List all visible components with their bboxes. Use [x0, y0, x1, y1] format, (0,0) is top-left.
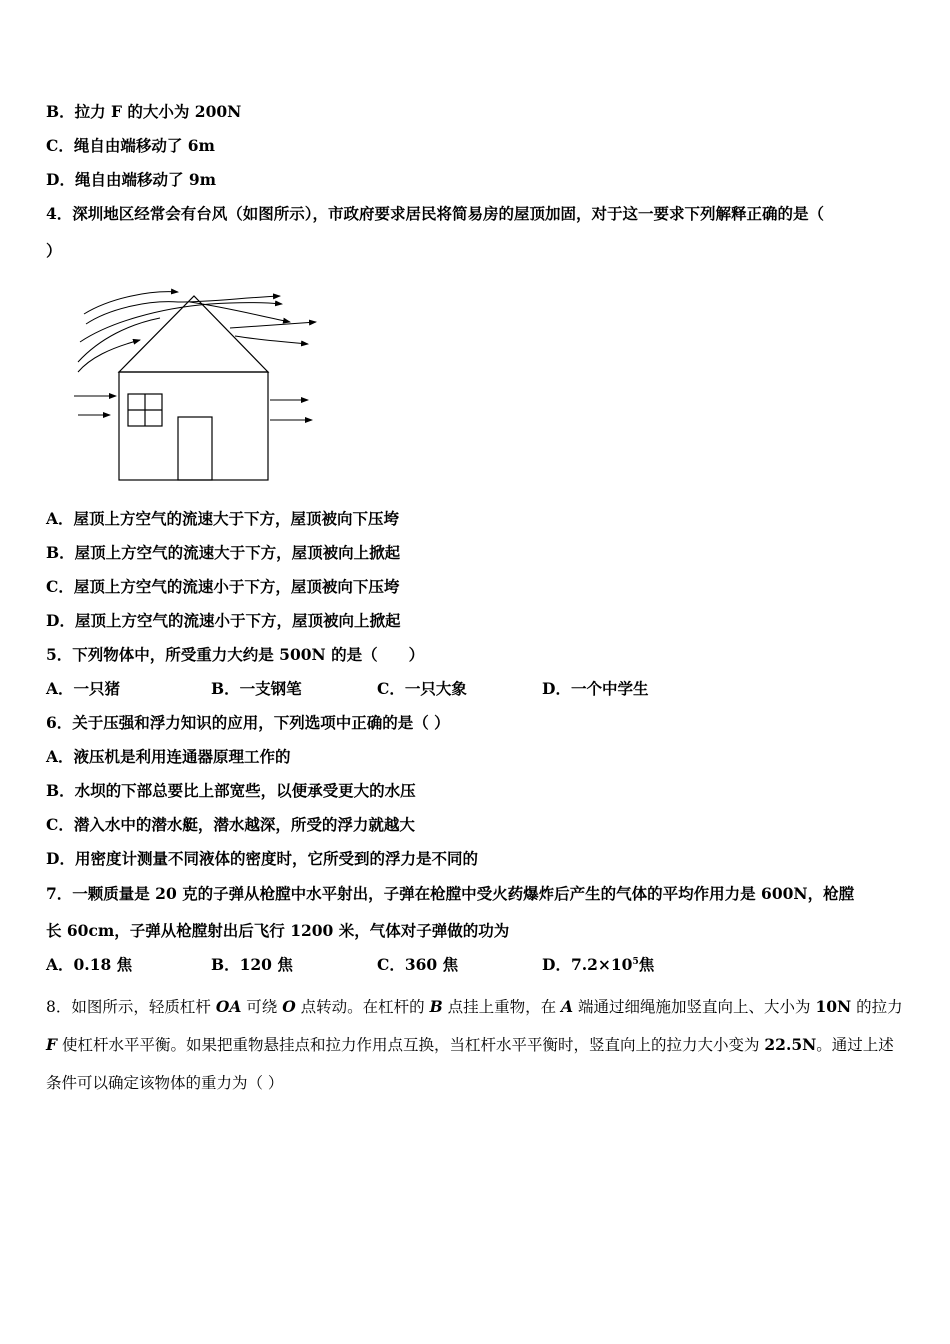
q5-stem: 5．下列物体中，所受重力大约是 500N 的是（ ）	[46, 645, 425, 664]
q7-stem: 7．一颗质量是 20 克的子弹从枪膛中水平射出，子弹在枪膛中受火药爆炸后产生的气体的平均作用力是 600N，枪膛	[46, 884, 855, 903]
q5-option-a: A．一只猪	[46, 679, 121, 698]
q4-option-d: D．屋顶上方空气的流速小于下方，屋顶被向上掀起	[46, 611, 401, 630]
q7-option-b: B．120 焦	[211, 955, 293, 974]
q3-option-c: C．绳自由端移动了 6m	[46, 136, 215, 155]
q7-option-a: A．0.18 焦	[46, 955, 133, 974]
q7-stem-cont: 长 60cm，子弹从枪膛射出后飞行 1200 米，气体对子弹做的功为	[46, 921, 510, 940]
q6-option-c: C．潜入水中的潜水艇，潜水越深，所受的浮力就越大	[46, 815, 415, 834]
q7-option-d: D．$7.2\times 10^5$焦	[542, 955, 655, 974]
q4-option-a: A．屋顶上方空气的流速大于下方，屋顶被向下压垮	[46, 509, 400, 528]
q4-stem: 4．深圳地区经常会有台风（如图所示），市政府要求居民将简易房的屋顶加固，对于这一要求下列解释正确的是（	[46, 204, 825, 223]
q5-option-b: B．一支钢笔	[211, 679, 302, 698]
q4-option-b: B．屋顶上方空气的流速大于下方，屋顶被向上掀起	[46, 543, 401, 562]
wind-lines-side	[74, 396, 312, 420]
q6-option-b: B．水坝的下部总要比上部宽些，以便承受更大的水压	[46, 781, 416, 800]
wind-lines-over-roof	[78, 292, 316, 372]
q6-option-d: D．用密度计测量不同液体的密度时，它所受到的浮力是不同的	[46, 849, 478, 868]
typhoon-house-figure	[70, 278, 330, 488]
q8-stem: 8．如图所示，轻质杠杆 OA 可绕 O 点转动。在杠杆的 B 点挂上重物，在 A 端通过细绳施加竖直向上、大小为 10N 的拉力 F 使杠杆水平平衡。如果把重物悬挂点和拉力作用点互换，当杠杆水平平衡时，竖直向上的拉力大小变为 22.5N。通过上述条件可以确定该物体的重力为（ ）	[46, 997, 903, 1092]
q4-stem-close: ）	[46, 241, 62, 260]
q7-option-c: C．360 焦	[377, 955, 459, 974]
q4-option-c: C．屋顶上方空气的流速小于下方，屋顶被向下压垮	[46, 577, 400, 596]
house-outline	[119, 296, 268, 480]
q6-option-a: A．液压机是利用连通器原理工作的	[46, 747, 291, 766]
q6-stem: 6．关于压强和浮力知识的应用，下列选项中正确的是（ ）	[46, 713, 450, 732]
q5-option-d: D．一个中学生	[542, 679, 649, 698]
q3-option-b: B．拉力 F 的大小为 200N	[46, 102, 242, 121]
q5-option-c: C．一只大象	[377, 679, 467, 698]
q3-option-d: D．绳自由端移动了 9m	[46, 170, 217, 189]
